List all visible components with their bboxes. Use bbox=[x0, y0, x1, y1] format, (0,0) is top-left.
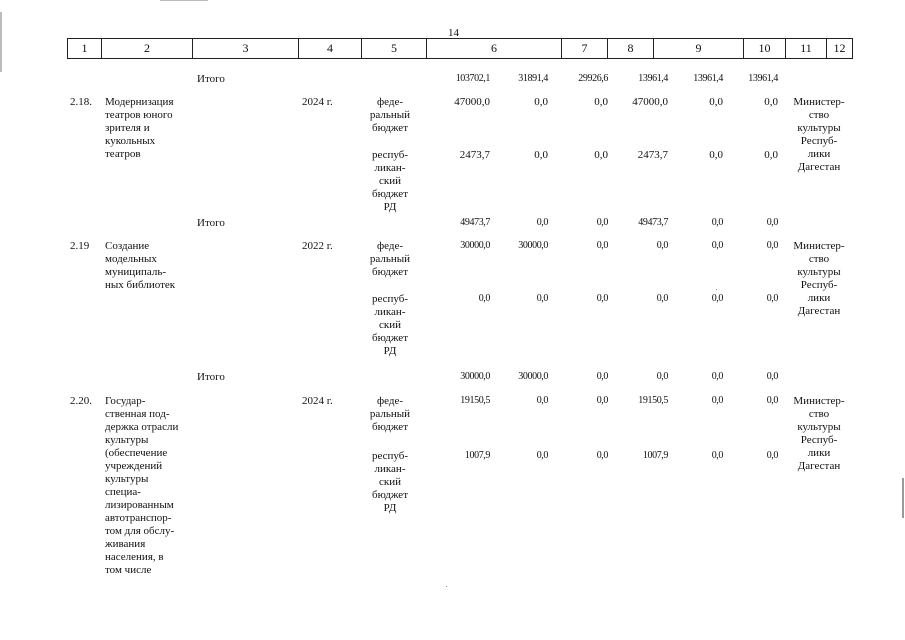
cell-col6: 1007,9 bbox=[464, 450, 490, 461]
year-cell: 2024 г. bbox=[302, 395, 333, 407]
cell-col10: 0,0 bbox=[711, 395, 723, 406]
scan-edge-artifact bbox=[160, 0, 208, 1]
row-number: 2.20. bbox=[70, 395, 92, 407]
column-header-5: 5 bbox=[361, 39, 426, 58]
cell-col7: 30000,0 bbox=[518, 371, 548, 382]
cell-col10: 0,0 bbox=[709, 149, 723, 161]
executor: Министер- ство культуры Респуб- лики Дагестан bbox=[793, 395, 845, 472]
cell-col7: 0,0 bbox=[536, 217, 548, 228]
cell-col7: 0,0 bbox=[536, 450, 548, 461]
cell-col6: 0,0 bbox=[478, 293, 490, 304]
cell-col9: 2473,7 bbox=[637, 149, 668, 161]
cell-col8: 0,0 bbox=[596, 371, 608, 382]
measure-name: Создание модельных муниципаль- ных библиотек bbox=[105, 240, 176, 291]
column-header-row bbox=[67, 39, 853, 58]
cell-col10: 0,0 bbox=[711, 371, 723, 382]
column-header-4: 4 bbox=[298, 39, 361, 58]
column-header-1: 1 bbox=[67, 39, 101, 58]
page-number: 14 bbox=[448, 27, 459, 39]
cell-col8: 0,0 bbox=[594, 96, 608, 108]
cell-col11: 0,0 bbox=[766, 371, 778, 382]
cell-col10: 0,0 bbox=[711, 240, 723, 251]
cell-col9: 0,0 bbox=[656, 240, 668, 251]
cell-col7: 0,0 bbox=[536, 395, 548, 406]
cell-col9: 47000,0 bbox=[632, 96, 668, 108]
cell-col9: 0,0 bbox=[656, 371, 668, 382]
cell-col6: 19150,5 bbox=[460, 395, 490, 406]
year-cell: 2024 г. bbox=[302, 96, 333, 108]
cell-col8: 29926,6 bbox=[578, 73, 608, 84]
scan-dot bbox=[716, 289, 717, 290]
cell-col11: 0,0 bbox=[766, 293, 778, 304]
source-federal: феде- ральный бюджет bbox=[369, 395, 411, 433]
cell-col7: 0,0 bbox=[534, 149, 548, 161]
cell-col8: 0,0 bbox=[596, 240, 608, 251]
column-header-12: 12 bbox=[826, 39, 853, 58]
column-header-9: 9 bbox=[653, 39, 743, 58]
scan-edge-artifact bbox=[0, 12, 2, 72]
executor: Министер- ство культуры Респуб- лики Дагестан bbox=[793, 96, 845, 173]
cell-col9: 19150,5 bbox=[638, 395, 668, 406]
executor: Министер- ство культуры Респуб- лики Дагестан bbox=[793, 240, 845, 317]
year-cell: 2022 г. bbox=[302, 240, 333, 252]
row-number: 2.19 bbox=[70, 240, 90, 252]
column-header-8: 8 bbox=[607, 39, 653, 58]
measure-name: Государ- ственная под- держка отрасли культуры (обеспечение учреждений культуры специа- лизированным автотранспор- том для обслу- живания населения, в том числе bbox=[105, 395, 179, 576]
cell-col11: 0,0 bbox=[766, 217, 778, 228]
header-bottom-rule bbox=[67, 58, 853, 59]
cell-col7: 0,0 bbox=[534, 96, 548, 108]
source-republican: респуб- ликан- ский бюджет РД bbox=[371, 293, 409, 357]
cell-col6: 30000,0 bbox=[460, 371, 490, 382]
cell-col9: 1007,9 bbox=[642, 450, 668, 461]
cell-col9: 0,0 bbox=[656, 293, 668, 304]
cell-col8: 0,0 bbox=[596, 395, 608, 406]
itogo-label: Итого bbox=[197, 371, 225, 383]
cell-col7: 0,0 bbox=[536, 293, 548, 304]
measure-name: Модернизация театров юного зрителя и кукольных театров bbox=[105, 96, 174, 160]
cell-col8: 0,0 bbox=[594, 149, 608, 161]
cell-col6: 49473,7 bbox=[460, 217, 490, 228]
column-header-11: 11 bbox=[785, 39, 826, 58]
cell-col11: 0,0 bbox=[766, 240, 778, 251]
cell-col11: 0,0 bbox=[764, 149, 778, 161]
cell-col10: 0,0 bbox=[711, 217, 723, 228]
itogo-label: Итого bbox=[197, 217, 225, 229]
cell-col7: 30000,0 bbox=[518, 240, 548, 251]
source-federal: феде- ральный бюджет bbox=[369, 240, 411, 278]
cell-col11: 0,0 bbox=[766, 450, 778, 461]
column-header-3: 3 bbox=[192, 39, 298, 58]
column-header-7: 7 bbox=[561, 39, 607, 58]
column-header-10: 10 bbox=[743, 39, 785, 58]
source-republican: респуб- ликан- ский бюджет РД bbox=[371, 149, 409, 213]
cell-col7: 31891,4 bbox=[518, 73, 548, 84]
cell-col10: 0,0 bbox=[709, 96, 723, 108]
cell-col6: 2473,7 bbox=[459, 149, 490, 161]
cell-col10: 0,0 bbox=[711, 450, 723, 461]
cell-col6: 30000,0 bbox=[460, 240, 490, 251]
cell-col11: 13961,4 bbox=[748, 73, 778, 84]
row-number: 2.18. bbox=[70, 96, 92, 108]
column-header-6: 6 bbox=[426, 39, 561, 58]
source-federal: феде- ральный бюджет bbox=[369, 96, 411, 134]
cell-col8: 0,0 bbox=[596, 217, 608, 228]
cell-col8: 0,0 bbox=[596, 293, 608, 304]
scan-edge-artifact bbox=[902, 478, 904, 518]
cell-col11: 0,0 bbox=[764, 96, 778, 108]
cell-col8: 0,0 bbox=[596, 450, 608, 461]
source-republican: респуб- ликан- ский бюджет РД bbox=[371, 450, 409, 514]
cell-col6: 103702,1 bbox=[455, 73, 490, 84]
column-header-2: 2 bbox=[101, 39, 192, 58]
itogo-label: Итого bbox=[197, 73, 225, 85]
cell-col9: 13961,4 bbox=[638, 73, 668, 84]
cell-col6: 47000,0 bbox=[454, 96, 490, 108]
scan-dot bbox=[446, 586, 447, 587]
cell-col9: 49473,7 bbox=[638, 217, 668, 228]
cell-col10: 0,0 bbox=[711, 293, 723, 304]
cell-col11: 0,0 bbox=[766, 395, 778, 406]
cell-col10: 13961,4 bbox=[693, 73, 723, 84]
